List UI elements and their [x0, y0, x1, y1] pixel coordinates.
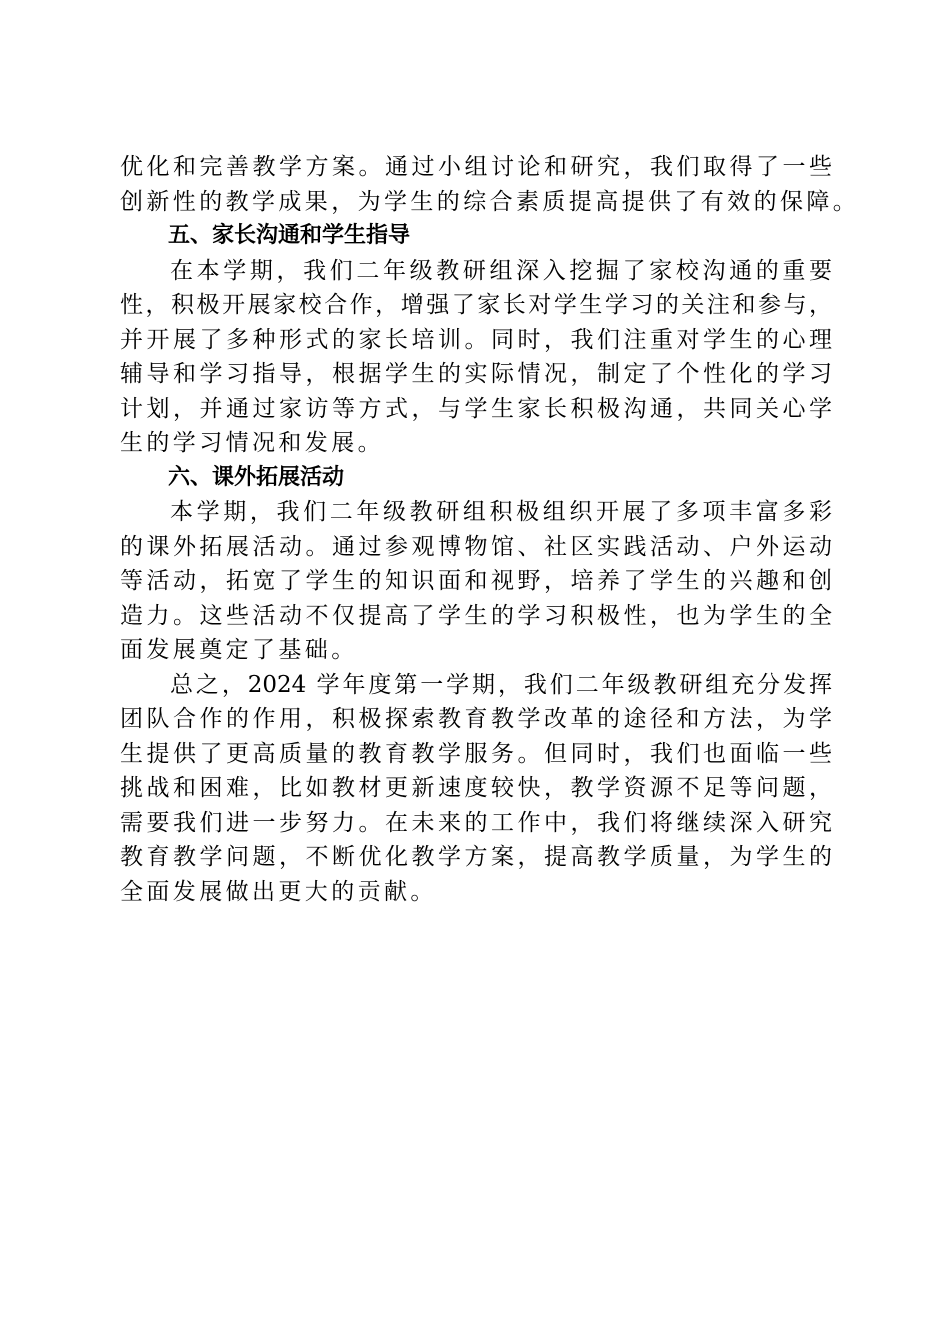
text-line: 生提供了更高质量的教育教学服务。但同时，我们也面临一些 — [120, 740, 832, 767]
paragraph-teaching-plan — [120, 150, 860, 219]
paragraph-extracurricular — [120, 495, 832, 668]
text-line: 等活动，拓宽了学生的知识面和视野，培养了学生的兴趣和创 — [120, 568, 832, 594]
text-line: 总之，2024 学年度第一学期，我们二年级教研组充分发挥 — [170, 671, 832, 698]
paragraph-summary — [120, 668, 832, 910]
text-line: 的课外拓展活动。通过参观博物馆、社区实践活动、户外运动 — [120, 533, 832, 560]
document-page — [120, 150, 860, 909]
text-line: 面发展奠定了基础。 — [120, 637, 358, 663]
text-line: 教育教学问题，不断优化教学方案，提高教学质量，为学生的 — [120, 844, 832, 870]
text-line: 辅导和学习指导，根据学生的实际情况，制定了个性化的学习 — [120, 361, 832, 387]
text-line: 优化和完善教学方案。通过小组讨论和研究，我们取得了一些 — [120, 154, 832, 180]
text-line: 本学期，我们二年级教研组积极组织开展了多项丰富多彩 — [170, 499, 832, 525]
text-line: 造力。这些活动不仅提高了学生的学习积极性，也为学生的全 — [120, 602, 832, 629]
text-line: 计划，并通过家访等方式，与学生家长积极沟通，共同关心学 — [120, 395, 832, 422]
text-line: 创新性的教学成果，为学生的综合素质提高提供了有效的保障。 — [120, 188, 860, 215]
text-line: 全面发展做出更大的贡献。 — [120, 878, 437, 905]
section-heading-6: 六、课外拓展活动 — [168, 464, 345, 490]
text-line: 并开展了多种形式的家长培训。同时，我们注重对学生的心理 — [120, 326, 832, 353]
text-line: 在本学期，我们二年级教研组深入挖掘了家校沟通的重要 — [170, 257, 832, 284]
text-line: 团队合作的作用，积极探索教育教学改革的途径和方法，为学 — [120, 706, 832, 732]
text-line: 性，积极开展家校合作，增强了家长对学生学习的关注和参与， — [120, 292, 832, 318]
text-line: 需要我们进一步努力。在未来的工作中，我们将继续深入研究 — [120, 809, 832, 836]
text-line: 生的学习情况和发展。 — [120, 430, 384, 456]
section-heading-5: 五、家长沟通和学生指导 — [168, 223, 411, 248]
text-line: 挑战和困难，比如教材更新速度较快，教学资源不足等问题， — [120, 775, 832, 801]
paragraph-parent-communication — [120, 254, 832, 461]
